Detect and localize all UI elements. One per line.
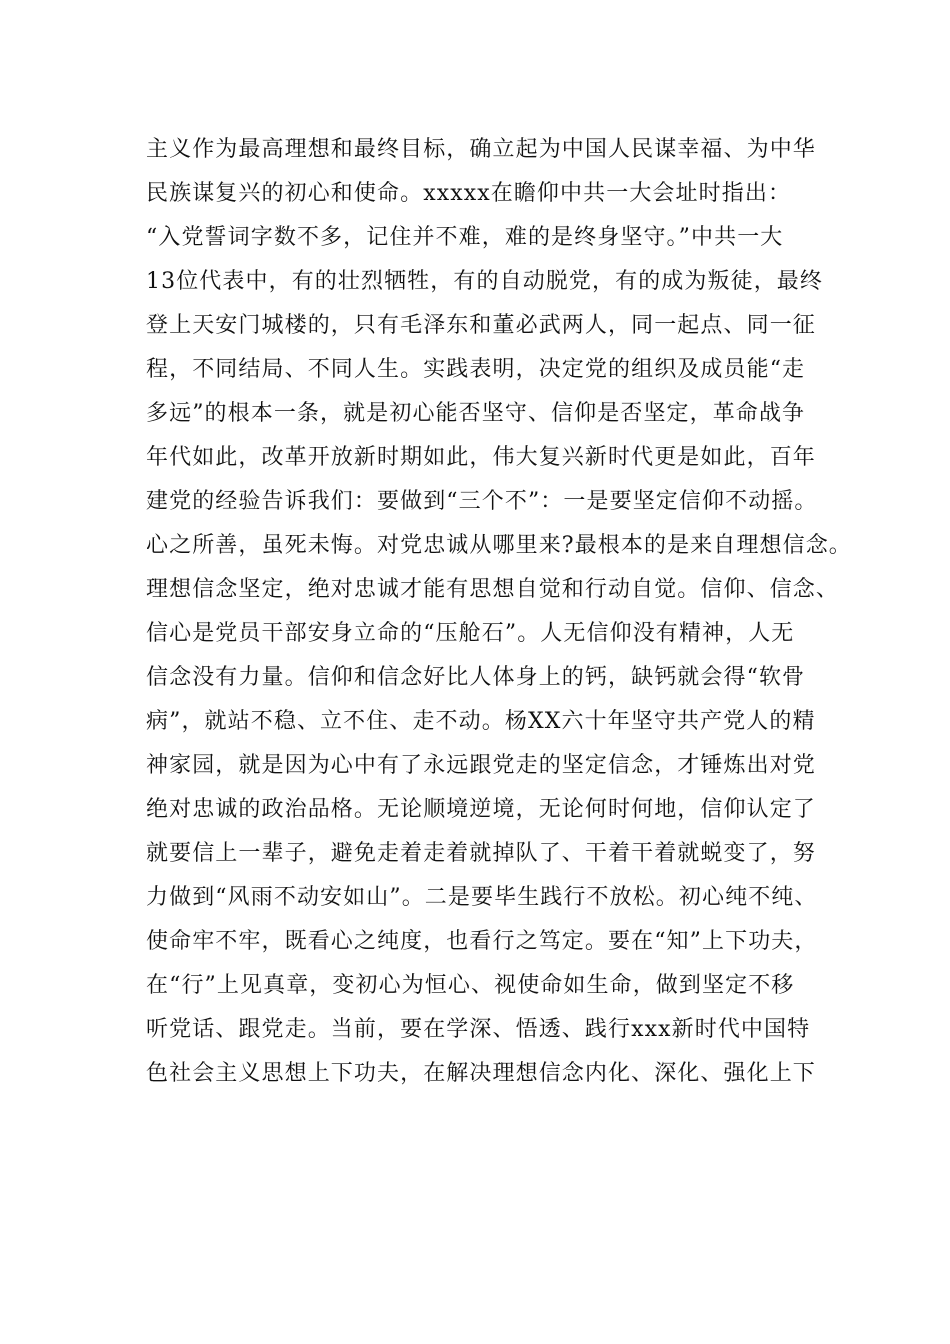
body-text [146, 128, 852, 1096]
text-line: 13位代表中，有的壮烈牺牲，有的自动脱党，有的成为叛徒，最终 [146, 269, 823, 294]
text-line: 神家园，就是因为心中有了永远跟党走的坚定信念，才锤炼出对党 [146, 753, 816, 778]
text-line: 年代如此，改革开放新时期如此，伟大复兴新时代更是如此，百年 [146, 445, 816, 470]
text-line: 病”，就站不稳、立不住、走不动。杨XX六十年坚守共产党人的精 [146, 709, 816, 734]
text-line: 使命牢不牢，既看心之纯度，也看行之笃定。要在“知”上下功夫， [146, 929, 818, 954]
text-line: 色社会主义思想上下功夫，在解决理想信念内化、深化、强化上下 [146, 1061, 816, 1086]
text-line: 就要信上一辈子，避免走着走着就掉队了、干着干着就蜕变了，努 [146, 841, 816, 866]
text-line: 程，不同结局、不同人生。实践表明，决定党的组织及成员能“走 [146, 357, 806, 382]
text-line: 登上天安门城楼的，只有毛泽东和董必武两人，同一起点、同一征 [146, 313, 816, 338]
text-line: 理想信念坚定，绝对忠诚才能有思想自觉和行动自觉。信仰、信念、 [146, 577, 840, 602]
text-line: 多远”的根本一条，就是初心能否坚守、信仰是否坚定，革命战争 [146, 401, 806, 426]
text-line: 绝对忠诚的政治品格。无论顺境逆境，无论何时何地，信仰认定了 [146, 797, 816, 822]
text-line: 信念没有力量。信仰和信念好比人体身上的钙，缺钙就会得“软骨 [146, 665, 806, 690]
text-line: 在“行”上见真章，变初心为恒心、视使命如生命，做到坚定不移 [146, 973, 795, 998]
text-line: “入党誓词字数不多，记住并不难，难的是终身坚守。”中共一大 [146, 225, 784, 250]
text-line: 建党的经验告诉我们：要做到“三个不”：一是要坚定信仰不动摇。 [146, 489, 818, 514]
text-line: 力做到“风雨不动安如山”。二是要毕生践行不放松。初心纯不纯、 [146, 885, 818, 910]
text-line: 信心是党员干部安身立命的“压舱石”。人无信仰没有精神，人无 [146, 621, 795, 646]
text-line: 主义作为最高理想和最终目标，确立起为中国人民谋幸福、为中华 [146, 137, 816, 162]
text-line: 听党话、跟党走。当前，要在学深、悟透、践行xxx新时代中国特 [146, 1017, 811, 1042]
text-line: 心之所善，虽死未悔。对党忠诚从哪里来?最根本的是来自理想信念。 [146, 533, 852, 558]
text-line: 民族谋复兴的初心和使命。xxxxx在瞻仰中共一大会址时指出： [146, 181, 792, 206]
